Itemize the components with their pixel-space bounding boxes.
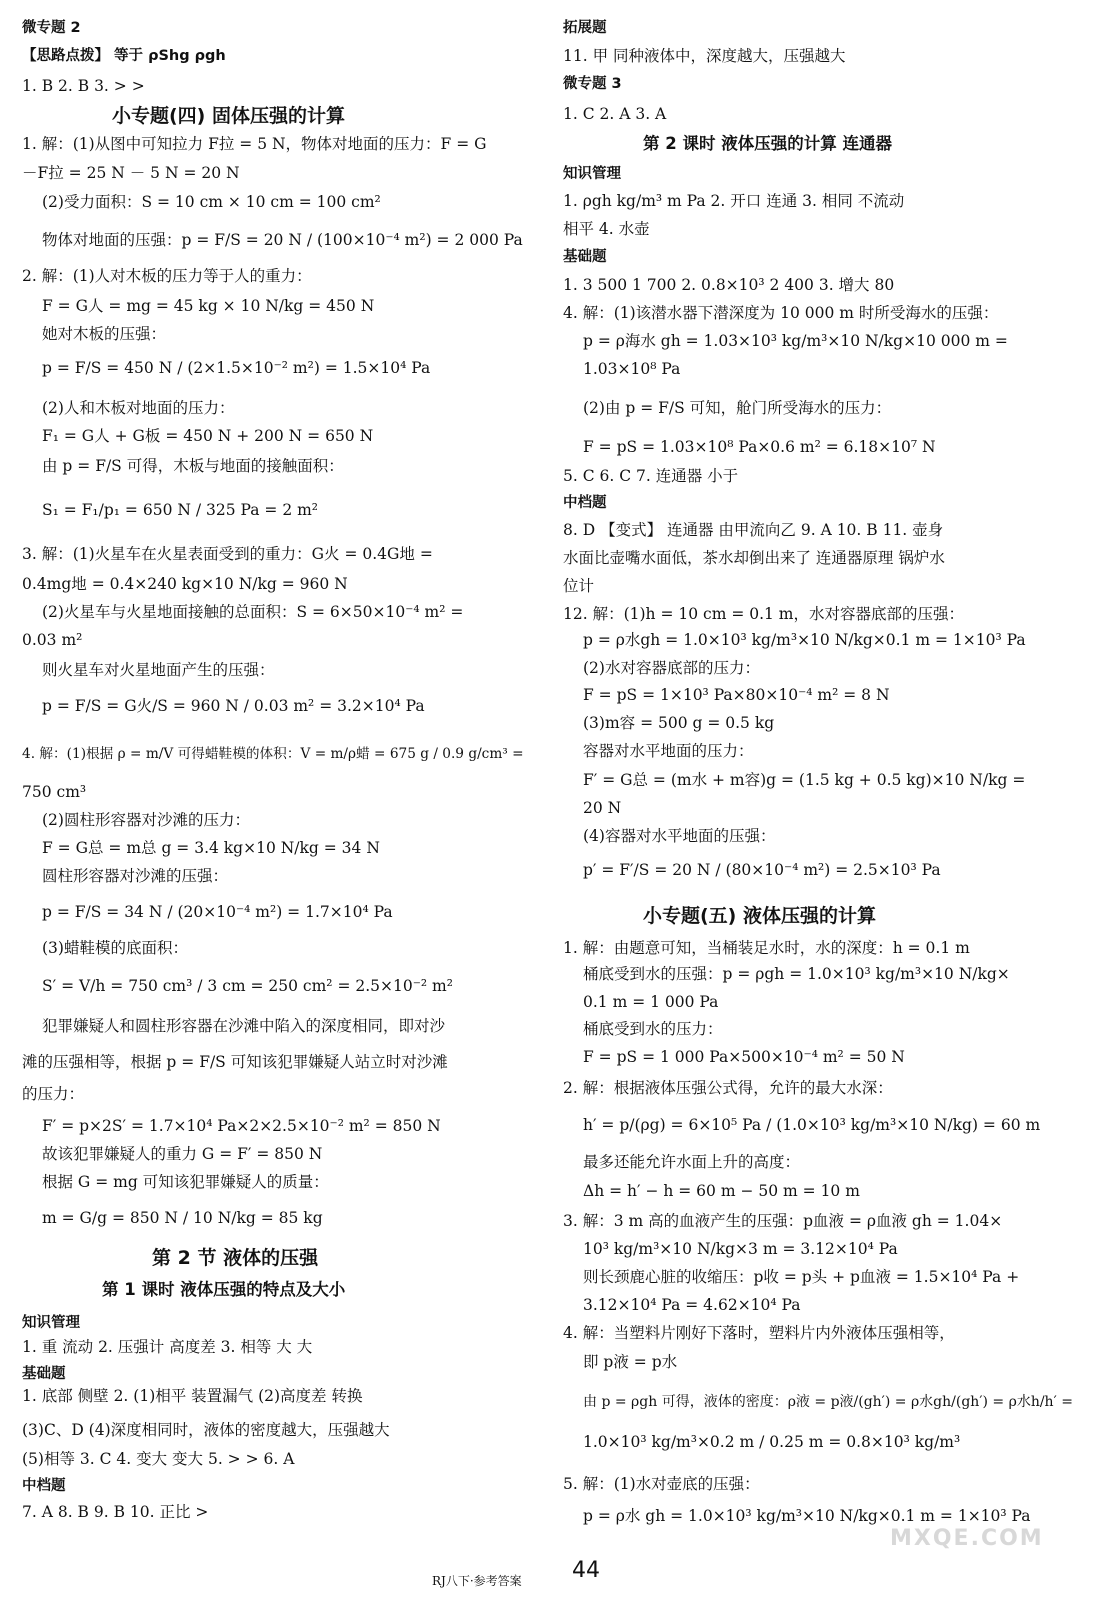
answer-line: 1. C 2. A 3. A [563,105,667,123]
answer-line: p = ρ水gh = 1.0×10³ kg/m³×10 N/kg×0.1 m = 1×10³ Pa [583,631,1026,649]
answer-line: 5. C 6. C 7. 连通器 小于 [563,467,739,485]
answer-line: F′ = p×2S′ = 1.7×10⁴ Pa×2×2.5×10⁻² m² = 850 N [42,1117,441,1135]
answer-line: 1. 3 500 1 700 2. 0.8×10³ 2 400 3. 增大 80 [563,276,895,294]
answer-line: 3. 解：(1)火星车在火星表面受到的重力：G火 = 0.4G地 = [22,545,433,563]
section-heading: 第 2 课时 液体压强的计算 连通器 [643,134,892,153]
answer-line: 故该犯罪嫌疑人的重力 G = F′ = 850 N [42,1145,323,1163]
answer-line: 圆柱形容器对沙滩的压强： [42,867,229,885]
section-label: 基础题 [563,249,607,265]
answer-line: 0.1 m = 1 000 Pa [583,993,719,1011]
answer-line: (2)受力面积：S = 10 cm × 10 cm = 100 cm² [42,193,381,211]
answer-line: 她对木板的压强： [42,325,167,343]
section-label: 中档题 [563,495,607,511]
answer-line: 10³ kg/m³×10 N/kg×3 m = 3.12×10⁴ Pa [583,1240,898,1258]
answer-line: 5. 解：(1)水对壶底的压强： [563,1475,760,1493]
answer-line: 桶底受到水的压力： [583,1020,723,1038]
answer-line: F = pS = 1 000 Pa×500×10⁻⁴ m² = 50 N [583,1048,905,1066]
answer-line: (2)火星车与火星地面接触的总面积：S = 6×50×10⁻⁴ m² = [42,603,464,621]
answer-line: p = ρ海水 gh = 1.03×10³ kg/m³×10 N/kg×10 000 m = [583,332,1008,350]
answer-line: F′ = G总 = (m水 + m容)g = (1.5 kg + 0.5 kg)×10 N/kg = [583,771,1026,789]
answer-line: 1. B 2. B 3. > > [22,77,145,95]
answer-line: h′ = p/(ρg) = 6×10⁵ Pa / (1.0×10³ kg/m³×10 N/kg) = 60 m [583,1116,1041,1134]
answer-line: 1. 解：(1)从图中可知拉力 F拉 = 5 N，物体对地面的压力：F = G [22,135,487,153]
answer-line: p = F/S = 34 N / (20×10⁻⁴ m²) = 1.7×10⁴ Pa [42,903,393,921]
section-label: 【思路点拨】 等于 ρShg ρgh [22,48,226,64]
answer-line: 则长颈鹿心脏的收缩压：p收 = p头 + p血液 = 1.5×10⁴ Pa + [583,1268,1020,1286]
answer-line: 0.4mg地 = 0.4×240 kg×10 N/kg = 960 N [22,575,348,593]
section-heading: 第 1 课时 液体压强的特点及大小 [102,1280,346,1299]
answer-line: (3)m容 = 500 g = 0.5 kg [583,714,775,732]
watermark-logo: MXQE.COM [890,1526,1044,1551]
section-label: 拓展题 [563,20,607,36]
answer-line: p = ρ水 gh = 1.0×10³ kg/m³×10 N/kg×0.1 m = 1×10³ Pa [583,1507,1031,1525]
answer-line: －F拉 = 25 N － 5 N = 20 N [22,164,240,182]
section-heading: 第 2 节 液体的压强 [152,1247,319,1269]
answer-line: F₁ = G人 + G板 = 450 N + 200 N = 650 N [42,427,374,445]
answer-line: 0.03 m² [22,631,83,649]
answer-line: S′ = V/h = 750 cm³ / 3 cm = 250 cm² = 2.5×10⁻² m² [42,977,453,995]
section-heading: 小专题(四) 固体压强的计算 [112,105,345,127]
answer-line: 1.03×10⁸ Pa [583,360,681,378]
answer-line: (3)蜡鞋模的底面积： [42,939,188,957]
answer-line: 水面比壶嘴水面低，茶水却倒出来了 连通器原理 锅炉水 [563,549,945,567]
answer-line: 1.0×10³ kg/m³×0.2 m / 0.25 m = 0.8×10³ kg/m³ [583,1433,961,1451]
answer-line: 相平 4. 水壶 [563,220,650,238]
answer-line: 则火星车对火星地面产生的压强： [42,661,275,679]
answer-line: (4)容器对水平地面的压强： [583,827,776,845]
answer-line: (3)C、D (4)深度相同时，液体的密度越大，压强越大 [22,1421,390,1439]
section-label: 微专题 2 [22,20,81,36]
answer-line: (5)相等 3. C 4. 变大 变大 5. > > 6. A [22,1450,295,1468]
answer-line: 750 cm³ [22,783,87,801]
answer-line: p = F/S = 450 N / (2×1.5×10⁻² m²) = 1.5×10⁴ Pa [42,359,431,377]
page-number: 44 [572,1558,600,1583]
section-heading: 小专题(五) 液体压强的计算 [643,905,876,927]
answer-line: 20 N [583,799,622,817]
answer-line: 2. 解：根据液体压强公式得，允许的最大水深： [563,1079,893,1097]
answer-line: 最多还能允许水面上升的高度： [583,1153,801,1171]
answer-line: 11. 甲 同种液体中，深度越大，压强越大 [563,47,846,65]
answer-line: m = G/g = 850 N / 10 N/kg = 85 kg [42,1209,323,1227]
answer-line: 4. 解：(1)根据 ρ = m/V 可得蜡鞋模的体积：V = m/ρ蜡 = 675 g / 0.9 g/cm³ = [22,746,524,762]
answer-line: 根据 G = mg 可知该犯罪嫌疑人的质量： [42,1173,329,1191]
section-label: 基础题 [22,1366,66,1382]
answer-line: F = pS = 1×10³ Pa×80×10⁻⁴ m² = 8 N [583,686,890,704]
answer-line: 犯罪嫌疑人和圆柱形容器在沙滩中陷入的深度相同，即对沙 [42,1017,446,1035]
answer-line: 1. 底部 侧壁 2. (1)相平 装置漏气 (2)高度差 转换 [22,1387,363,1405]
answer-line: 3.12×10⁴ Pa = 4.62×10⁴ Pa [583,1296,801,1314]
answer-line: 1. 重 流动 2. 压强计 高度差 3. 相等 大 大 [22,1338,313,1356]
section-label: 中档题 [22,1478,66,1494]
answer-line: p = F/S = G火/S = 960 N / 0.03 m² = 3.2×10⁴ Pa [42,697,425,715]
answer-line: 位计 [563,577,595,595]
section-label: 微专题 3 [563,76,622,92]
answer-line: F = G总 = m总 g = 3.4 kg×10 N/kg = 34 N [42,839,380,857]
answer-line: 3. 解：3 m 高的血液产生的压强：p血液 = ρ血液 gh = 1.04× [563,1212,1003,1230]
answer-line: 的压力： [22,1085,85,1103]
answer-line: 物体对地面的压强：p = F/S = 20 N / (100×10⁻⁴ m²) = 2 000 Pa [42,231,523,249]
answer-line: (2)圆柱形容器对沙滩的压力： [42,811,250,829]
answer-line: 由 p = ρgh 可得，液体的密度：ρ液 = p液/(gh′) = ρ水gh/(gh′) = ρ水h/h′ = [583,1394,1073,1410]
answer-line: 12. 解：(1)h = 10 cm = 0.1 m，水对容器底部的压强： [563,605,965,623]
answer-line: p′ = F′/S = 20 N / (80×10⁻⁴ m²) = 2.5×10³ Pa [583,861,941,879]
answer-line: (2)水对容器底部的压力： [583,659,760,677]
answer-line: F = G人 = mg = 45 kg × 10 N/kg = 450 N [42,297,375,315]
answer-line: 2. 解：(1)人对木板的压力等于人的重力： [22,267,312,285]
answer-line: Δh = h′ − h = 60 m − 50 m = 10 m [583,1182,860,1200]
answer-line: 1. 解：由题意可知，当桶装足水时，水的深度：h = 0.1 m [563,939,970,957]
answer-line: 8. D 【变式】 连通器 由甲流向乙 9. A 10. B 11. 壶身 [563,521,944,539]
section-label: 知识管理 [563,166,621,182]
answer-line: 桶底受到水的压强：p = ρgh = 1.0×10³ kg/m³×10 N/kg× [583,965,1010,983]
answer-line: F = pS = 1.03×10⁸ Pa×0.6 m² = 6.18×10⁷ N [583,438,936,456]
answer-line: 4. 解：(1)该潜水器下潜深度为 10 000 m 时所受海水的压强： [563,304,999,322]
answer-line: (2)人和木板对地面的压力： [42,399,235,417]
answer-line: S₁ = F₁/p₁ = 650 N / 325 Pa = 2 m² [42,501,319,519]
answer-line: 由 p = F/S 可得，木板与地面的接触面积： [42,457,344,475]
answer-line: 7. A 8. B 9. B 10. 正比 > [22,1503,209,1521]
answer-line: 容器对水平地面的压力： [583,742,754,760]
answer-line: 4. 解：当塑料片刚好下落时，塑料片内外液体压强相等， [563,1324,955,1342]
answer-line: 1. ρgh kg/m³ m Pa 2. 开口 连通 3. 相同 不流动 [563,192,905,210]
answer-line: 滩的压强相等，根据 p = F/S 可知该犯罪嫌疑人站立时对沙滩 [22,1053,448,1071]
section-label: 知识管理 [22,1315,80,1331]
answer-line: (2)由 p = F/S 可知，舱门所受海水的压力： [583,399,892,417]
answer-line: 即 p液 = p水 [583,1353,678,1371]
footer-label: RJ八下·参考答案 [432,1574,522,1588]
